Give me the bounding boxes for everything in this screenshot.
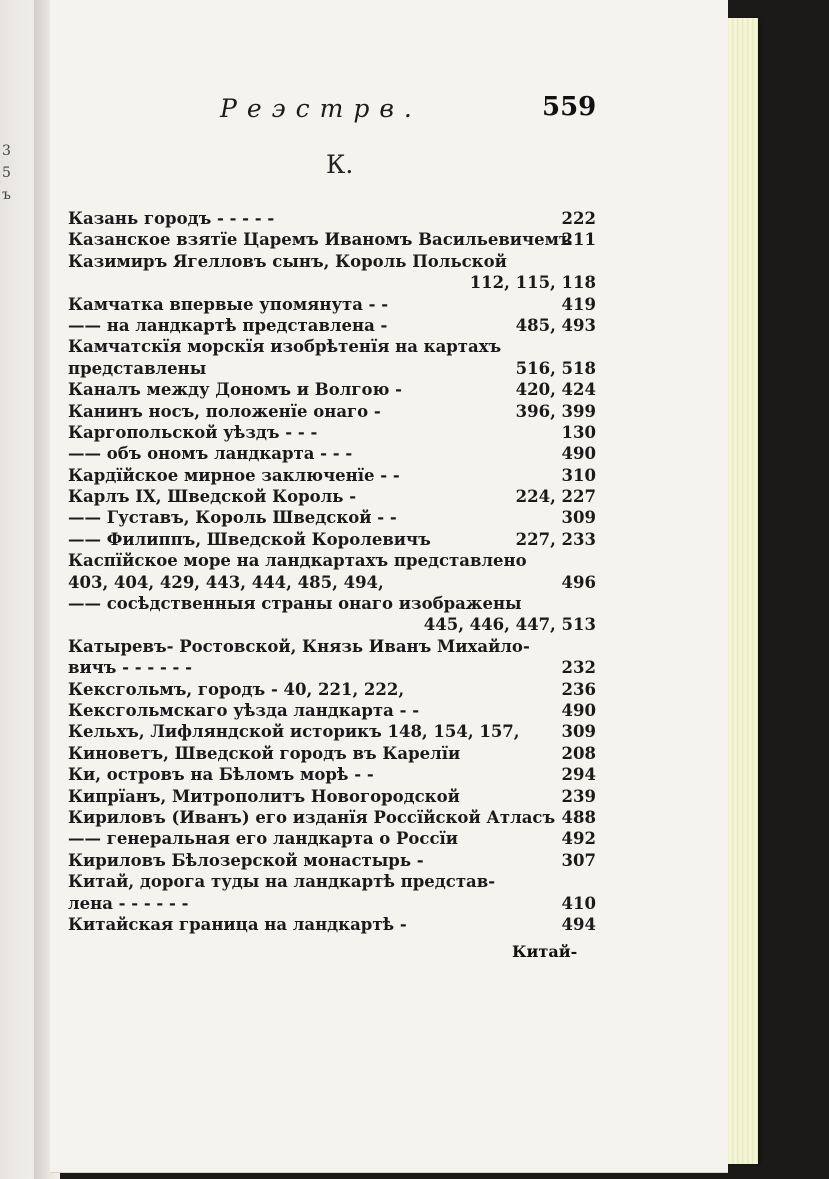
index-entry	[68, 807, 596, 828]
entry-pages: 307	[561, 850, 596, 870]
entry-pages: 130	[561, 422, 596, 442]
entry-pages: 490	[561, 444, 596, 464]
entry-text: —— Филиппъ, Шведской Королевичъ	[68, 529, 431, 549]
entry-text: —— Густавъ, Король Шведской - -	[68, 508, 397, 528]
entry-text: —— сосѣдственныя страны онаго изображены	[68, 594, 522, 614]
index-entry	[68, 443, 596, 464]
entry-pages: 445, 446, 447, 513	[423, 615, 596, 635]
index-entry	[68, 764, 596, 785]
entry-text: Кексгольмъ, городъ - 40, 221, 222,	[68, 679, 405, 699]
index-entry	[68, 721, 596, 742]
entry-text: Китайская граница на ландкартѣ -	[68, 914, 407, 934]
index-entry	[68, 871, 596, 892]
index-page	[50, 0, 728, 1173]
entry-pages: 236	[561, 679, 596, 699]
index-entry	[68, 358, 596, 379]
page-header	[50, 88, 728, 134]
index-entry	[68, 550, 596, 571]
index-entry	[68, 465, 596, 486]
index-entry	[68, 893, 596, 914]
entry-pages: 488	[561, 807, 596, 827]
index-entry	[68, 336, 596, 357]
entry-pages: 492	[561, 829, 596, 849]
index-entry	[68, 294, 596, 315]
entry-text: Кипрїанъ, Митрополитъ Новогородской	[68, 786, 460, 806]
entry-pages: 396, 399	[515, 401, 596, 421]
entry-text: Казимиръ Ягелловъ сынъ, Король Польской	[68, 251, 507, 271]
index-entry	[68, 229, 596, 250]
index-entry	[68, 743, 596, 764]
entry-text: Казанское взятїе Царемъ Иваномъ Васильевичемъ	[68, 230, 572, 250]
entry-pages: 222	[561, 209, 596, 228]
entry-text: Каспїйское море на ландкартахъ представлено	[68, 551, 527, 571]
index-entry	[68, 679, 596, 700]
index-entry	[68, 572, 596, 593]
entry-text: Казань городъ - - - - -	[68, 209, 275, 228]
entry-pages: 310	[561, 465, 596, 485]
entry-pages: 490	[561, 700, 596, 720]
entry-text: Каналъ между Дономъ и Волгою -	[68, 380, 402, 400]
entry-pages: 239	[561, 786, 596, 806]
index-entry	[68, 700, 596, 721]
entry-text: лена - - - - - -	[68, 893, 189, 913]
entry-text: вичъ - - - - - -	[68, 658, 192, 678]
entry-text: Кириловъ (Иванъ) его изданїя Россїйской Атласъ	[68, 807, 556, 827]
entry-pages: 410	[561, 893, 596, 913]
entry-pages: 309	[561, 508, 596, 528]
entry-pages: 294	[561, 765, 596, 785]
left-mark: 3	[2, 143, 11, 159]
entry-pages: 485, 493	[515, 315, 596, 335]
index-entry	[68, 636, 596, 657]
entry-pages: 232	[561, 658, 596, 678]
catchword: Китай-	[512, 942, 578, 961]
section-letter: К.	[326, 150, 354, 179]
entry-text: Кельхъ, Лифляндской историкъ 148, 154, 157,	[68, 722, 520, 742]
entry-text: Кардїйское мирное заключенїе - -	[68, 465, 400, 485]
page-number: 559	[542, 92, 597, 122]
entry-text: Катыревъ- Ростовской, Князь Иванъ Михайло-	[68, 636, 530, 656]
index-entry	[68, 657, 596, 678]
entry-pages: 227, 233	[515, 529, 596, 549]
index-entries	[68, 208, 596, 935]
index-entry	[68, 422, 596, 443]
entry-pages: 112, 115, 118	[469, 273, 596, 293]
entry-pages: 496	[561, 572, 596, 592]
entry-text: 403, 404, 429, 443, 444, 485, 494,	[68, 572, 384, 592]
index-entry	[68, 315, 596, 336]
entry-pages: 224, 227	[515, 487, 596, 507]
entry-text: —— на ландкартѣ представлена -	[68, 315, 388, 335]
index-entry	[68, 507, 596, 528]
entry-text: Киноветъ, Шведской городъ въ Карелїи	[68, 743, 461, 763]
entry-text: —— генеральная его ландкарта о Россїи	[68, 829, 459, 849]
entry-text: —— объ ономъ ландкарта - - -	[68, 444, 353, 464]
index-entry	[68, 251, 596, 272]
left-page-marks	[2, 140, 22, 206]
index-entry	[68, 401, 596, 422]
entry-text: Китай, дорога туды на ландкартѣ предстaв-	[68, 872, 496, 892]
index-entry	[68, 379, 596, 400]
entry-text: Ки, островъ на Бѣломъ морѣ - -	[68, 765, 374, 785]
index-entry	[68, 486, 596, 507]
index-entry	[68, 914, 596, 935]
left-mark: 5	[2, 165, 11, 181]
entry-pages: 419	[561, 294, 596, 314]
index-entry	[68, 593, 596, 614]
entry-text: Камчатскїя морскїя изобрѣтенїя на картахъ	[68, 337, 502, 357]
entry-pages: 309	[561, 722, 596, 742]
index-entry	[68, 272, 596, 293]
entry-pages: 208	[561, 743, 596, 763]
entry-text: Каргопольской уѣздъ - - -	[68, 422, 318, 442]
entry-text: Карлъ IX, Шведской Король -	[68, 487, 357, 507]
left-mark: ъ	[2, 187, 11, 203]
entry-text: представлены	[68, 358, 207, 378]
entry-pages: 516, 518	[515, 358, 596, 378]
running-title: Реэстрв.	[220, 94, 422, 123]
index-entry	[68, 529, 596, 550]
index-entry	[68, 828, 596, 849]
entry-pages: 494	[561, 914, 596, 934]
entry-pages: 420, 424	[515, 380, 596, 400]
entry-text: Кириловъ Бѣлозерской монастырь -	[68, 850, 424, 870]
entry-text: Канинъ носъ, положенїе онаго -	[68, 401, 381, 421]
entry-text: Кексгольмскаго уѣзда ландкарта - -	[68, 700, 420, 720]
index-entry	[68, 208, 596, 229]
index-entry	[68, 614, 596, 635]
entry-pages: 211	[561, 230, 596, 250]
index-entry	[68, 850, 596, 871]
entry-text: Камчатка впервые упомянута - -	[68, 294, 389, 314]
index-entry	[68, 786, 596, 807]
